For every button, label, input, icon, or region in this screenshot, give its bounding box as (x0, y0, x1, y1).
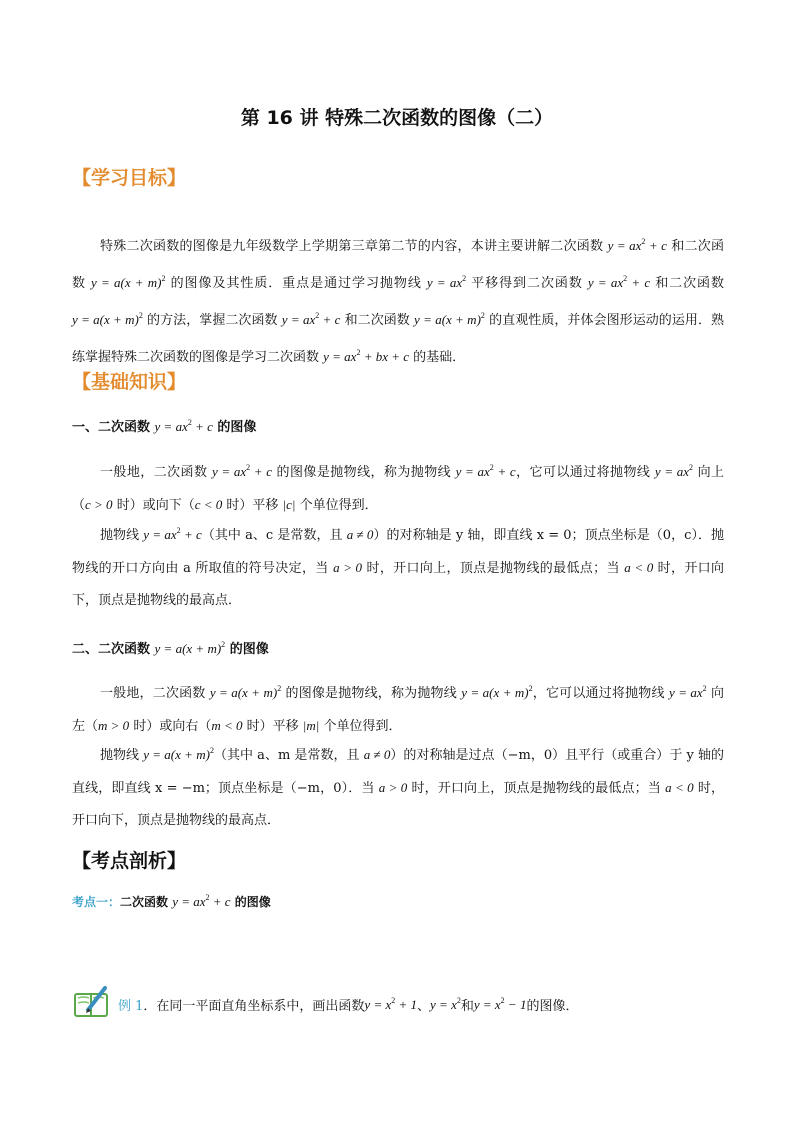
part1-paragraph-1: 一般地，二次函数 $y = ax^2 + c$ 的图像是抛物线，称为抛物线 $y = ax^2 + c$，它可以通过将抛物线 $y = ax^2$ 向上（c > 0 时）或向下（c < 0 时）平移 |c| 个单位得到． (72, 463, 725, 513)
section-basics: 【基础知识】 (72, 371, 187, 393)
part2-heading: 二、二次函数 $y = a(x + m)^2$ 的图像 (72, 640, 269, 657)
kaodian-heading: 考点一：二次函数 $y = ax^2 + c$ 的图像 (72, 893, 271, 909)
part1-heading: 一、二次函数 $y = ax^2 + c$ 的图像 (72, 418, 257, 435)
part2-paragraph-1: 一般地，二次函数 $y = a(x + m)^2$ 的图像是抛物线，称为抛物线 $y = a(x + m)^2$，它可以通过将抛物线 $y = ax^2$ 向左（m > 0 时）或向右（m < 0 时）平移 |m| 个单位得到． (72, 684, 724, 734)
example-1: 例 1 ．在同一平面直角坐标系中，画出函数 $y = x^2 + 1$ 、 $y = x^2$ 和 $y = x^2 - 1$ 的图像． (72, 984, 578, 1024)
part2-paragraph-2: 抛物线 $y = a(x + m)^2$（其中 a、m 是常数，且 a ≠ 0）的对称轴是过点（−m，0）且平行（或重合）于 y 轴的直线，即直线 x = −m；顶点坐标是（−m，0）．当 a > 0 时，开口向上，顶点是抛物线的最低点；当 a < 0 时，开口向下，顶点是抛物线的最高点． (72, 746, 725, 828)
section-goals: 【学习目标】 (72, 167, 187, 189)
part1-paragraph-2: 抛物线 $y = ax^2 + c$（其中 a、c 是常数，且 a ≠ 0）的对称轴是 y 轴，即直线 x = 0；顶点坐标是（0，c）．抛物线的开口方向由 a 所取值的符号决定，当 a > 0 时，开口向上，顶点是抛物线的最低点；当 a < 0 时，开口向下，顶点是抛物线的最高点． (72, 526, 725, 608)
book-pencil-icon (72, 984, 112, 1024)
goals-paragraph: 特殊二次函数的图像是九年级数学上学期第三章第二节的内容，本讲主要讲解二次函数 $y = ax^2 + c$ 和二次函数 $y = a(x + m)^2$ 的图像及其性质．重点是通过学习抛物线 $y = ax^2$ 平移得到二次函数 $y = ax^2 + c$ 和二次函数 $y = a(x + m)^2$ 的方法，掌握二次函数 $y = ax^2 + c$ 和二次函数 $y = a(x + m)^2$ 的直观性质，并体会图形运动的运用．熟练掌握特殊二次函数的图像是学习二次函数 $y = ax^2$ + bx + c 的基础． (72, 237, 725, 365)
page-title: 第 16 讲 特殊二次函数的图像（二） (240, 107, 554, 129)
section-analysis: 【考点剖析】 (72, 850, 187, 872)
